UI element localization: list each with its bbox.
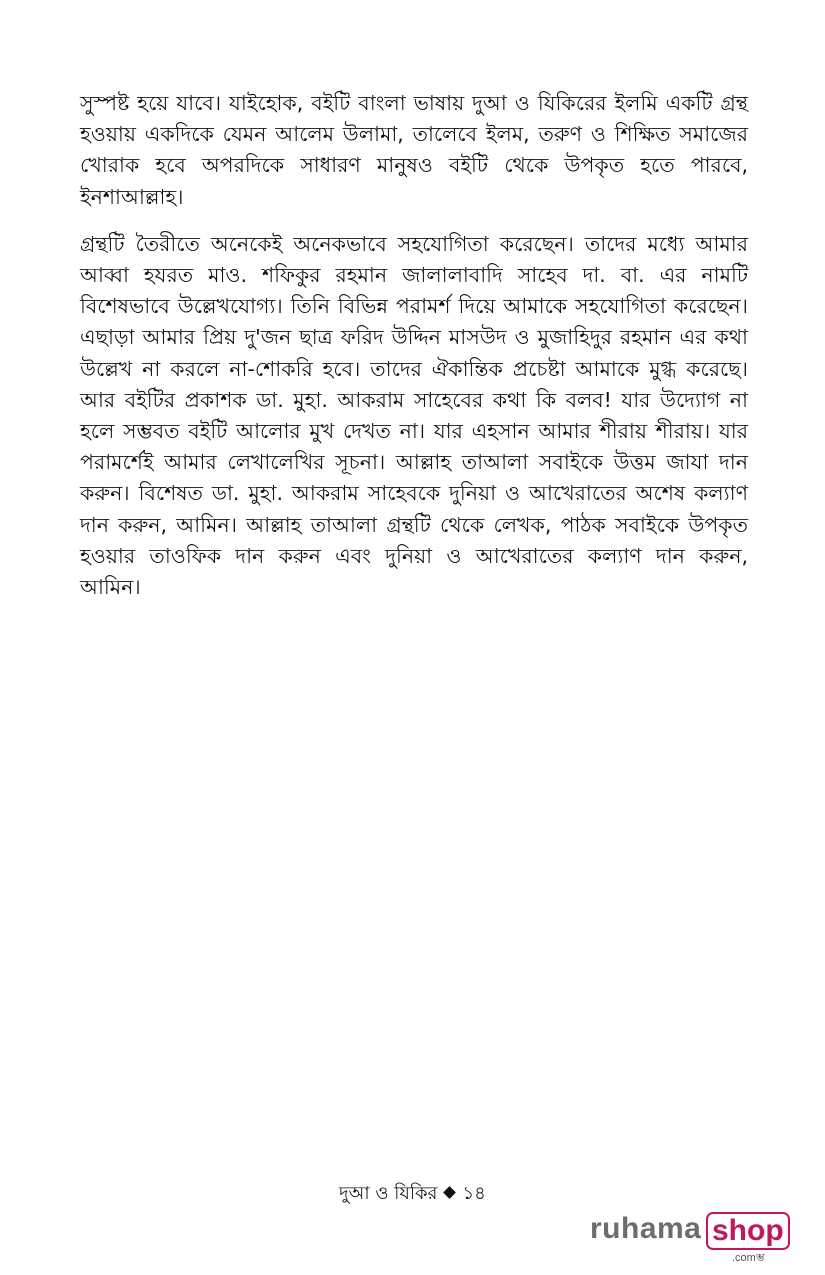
ruhamashop-watermark-logo xyxy=(590,1210,790,1264)
footer-book-title: দুআ ও যিকির xyxy=(339,1183,438,1204)
watermark-brand-box: shop xyxy=(706,1212,790,1250)
watermark-brand-suffix: .comম্ভ xyxy=(732,1252,765,1264)
paragraph-intro-conclusion: সুস্পষ্ট হয়ে যাবে। যাইহোক, বইটি বাংলা ভাষায় দুআ ও যিকিরের ইলমি একটি গ্রন্থ হওয়ায় একদিকে যেমন আলেম উলামা, তালেবে ইলম, তরুণ ও শিক্ষিত সমাজের খোরাক হবে অপরদিকে সাধারণ মানুষও বইটি থেকে উপকৃত হতে পারবে, ইনশাআল্লাহ। xyxy=(80,91,748,209)
diamond-separator-icon xyxy=(444,1186,457,1199)
paragraph-acknowledgements: গ্রন্থটি তৈরীতে অনেকেই অনেকভাবে সহযোগিতা করেছেন। তাদের মধ্যে আমার আব্বা হযরত মাও. শফিকুর রহমান জালালাবাদি সাহেব দা. বা. এর নামটি বিশেষভাবে উল্লেখযোগ্য। তিনি বিভিন্ন পরামর্শ দিয়ে আমাকে সহযোগিতা করেছেন। এছাড়া আমার প্রিয় দু'জন ছাত্র ফরিদ উদ্দিন মাসউদ ও মুজাহিদুর রহমান এর কথা উল্লেখ না করলে না-শোকরি হবে। তাদের ঐকান্তিক প্রচেষ্টা আমাকে মুগ্ধ করেছে। আর বইটির প্রকাশক ডা. মুহা. আকরাম সাহেবের কথা কি বলব! যার উদ্যোগ না হলে সম্ভবত বইটি আলোর মুখ দেখত না। যার এহসান আমার শীরায় শীরায়। যার পরামর্শেই আমার লেখালেখির সূচনা। আল্লাহ তাআলা সবাইকে উত্তম জাযা দান করুন। বিশেষত ডা. মুহা. আকরাম সাহেবকে দুনিয়া ও আখেরাতের অশেষ কল্যাণ দান করুন, আমিন। আল্লাহ তাআলা গ্রন্থটি থেকে লেখক, পাঠক সবাইকে উপকৃত হওয়ার তাওফিক দান করুন এবং দুনিয়া ও আখেরাতের কল্যাণ দান করুন, আমিন। xyxy=(80,231,748,600)
page-body xyxy=(80,88,748,619)
footer-page-number: ১৪ xyxy=(462,1183,486,1204)
watermark-brand-word: ruhama xyxy=(590,1212,702,1245)
page-footer xyxy=(0,1180,825,1208)
